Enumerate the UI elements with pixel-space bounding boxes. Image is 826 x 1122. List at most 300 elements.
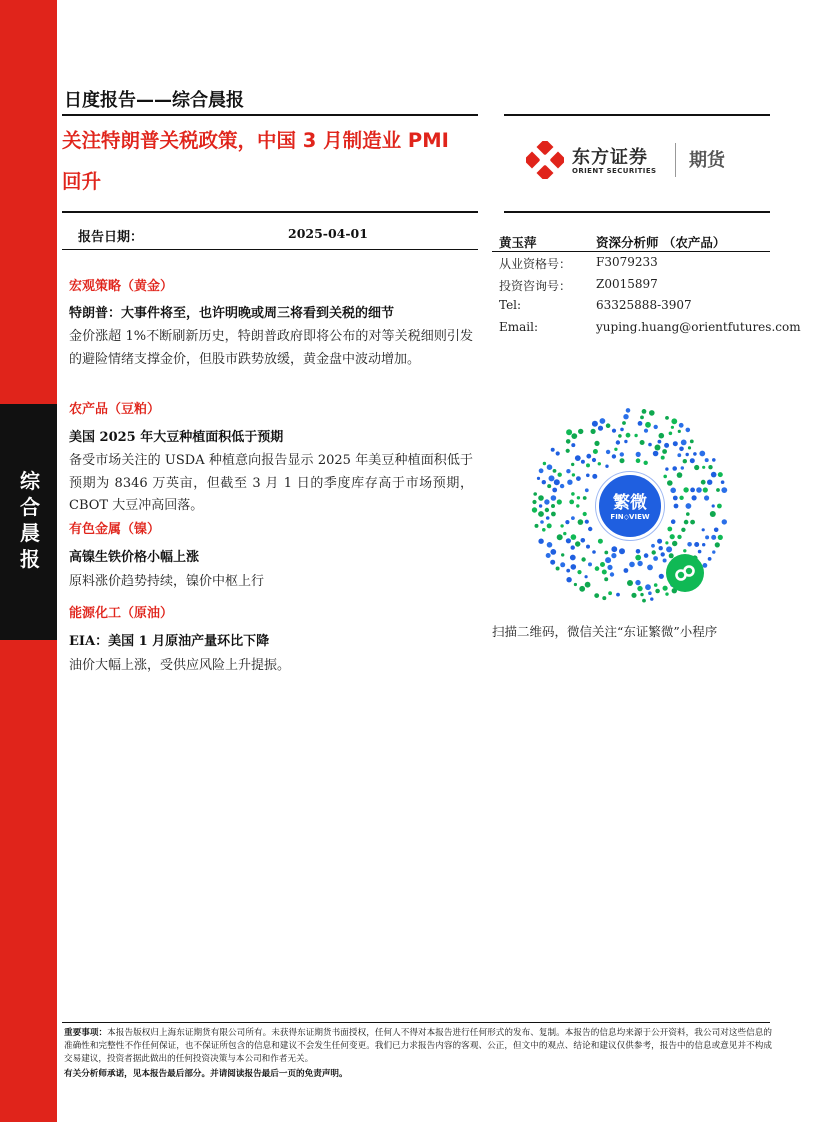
qr-dot — [575, 455, 581, 461]
qr-dot — [718, 535, 723, 540]
qr-dot — [640, 440, 645, 445]
qr-dot — [705, 458, 709, 462]
qr-dot — [677, 472, 683, 478]
qr-dot — [538, 539, 543, 544]
qr-dot — [567, 480, 572, 485]
qr-dot — [571, 534, 577, 540]
qr-dot — [538, 511, 544, 517]
qr-dot — [614, 448, 617, 451]
qr-dot — [565, 520, 569, 524]
qr-dot — [586, 463, 590, 467]
orient-futures-logo — [526, 140, 746, 180]
qr-dot — [686, 453, 689, 456]
qr-dot — [544, 499, 549, 504]
qr-dot — [577, 496, 580, 499]
qr-dot — [677, 535, 681, 539]
qr-dot — [635, 555, 641, 561]
qr-dot — [651, 544, 655, 548]
qr-dot — [655, 445, 661, 451]
qr-dot — [664, 443, 669, 448]
qr-dot — [588, 527, 592, 531]
qr-dot — [591, 429, 596, 434]
qr-dot — [645, 422, 651, 428]
qr-dot — [645, 584, 651, 590]
report-date-value: 2025-04-01 — [288, 226, 368, 241]
qr-dot — [648, 591, 652, 595]
analyst-info-value: 63325888-3907 — [596, 298, 692, 312]
side-char: 合 — [20, 495, 40, 519]
headline-line-2: 回升 — [62, 170, 102, 193]
qr-dot — [551, 495, 557, 501]
qr-dot — [636, 458, 641, 463]
logo-futures: 期货 — [689, 150, 725, 171]
qr-dot — [532, 507, 537, 512]
qr-dot — [642, 599, 646, 603]
logo-name: 东方证券 — [572, 147, 648, 168]
qr-dot — [546, 516, 550, 520]
qr-dot — [694, 542, 699, 547]
qr-dot — [606, 423, 611, 428]
analyst-name: 黄玉萍 — [499, 235, 537, 250]
qr-dot — [667, 480, 673, 486]
qr-dot — [679, 496, 683, 500]
qr-dot — [683, 549, 686, 552]
qr-dot — [672, 466, 677, 471]
qr-dot — [626, 433, 631, 438]
qr-dot — [604, 577, 608, 581]
qr-dot — [683, 459, 687, 463]
disclaimer-text: 本报告版权归上海东证期货有限公司所有。未获得东证期货书面授权，任何人不得对本报告进行任何形式的发布、复制。本报告的信息均来源于公开资料，我公司对这些信息的准确性和完整性不作任何保证，也不保证所包含的信息和建议不会发生任何变更。我们已力求报告内容的客观、公正，但文中的观点、结论和建议仅供参考，报告中的信息或意见并不构成交易建议，投资者据此做出的任何投资决策与本公司和作者无关。 — [64, 1028, 772, 1064]
footer-rule — [62, 1022, 770, 1023]
qr-dot — [575, 541, 580, 546]
qr-dot — [557, 499, 562, 504]
qr-dot — [571, 492, 575, 496]
qr-dot — [716, 488, 720, 492]
qr-dot — [546, 553, 551, 558]
qr-dot — [661, 456, 665, 460]
qr-dot — [611, 546, 617, 552]
qr-dot — [588, 562, 592, 566]
qr-dot — [616, 440, 620, 444]
header-rule-left — [62, 114, 478, 116]
headline-line-1: 关注特朗普关税政策，中国 3 月制造业 PMI — [62, 129, 449, 152]
section-title-metals: 有色金属（镍） — [69, 522, 161, 537]
qr-dot — [592, 421, 598, 427]
qr-dot — [577, 570, 581, 574]
side-char: 晨 — [20, 521, 40, 545]
qr-dot — [702, 466, 705, 469]
qr-dot — [602, 570, 607, 575]
analyst-email-value[interactable]: yuping.huang@orientfutures.com — [596, 320, 801, 334]
qr-dot — [585, 575, 588, 578]
qr-dot — [571, 433, 577, 439]
qr-dot — [623, 414, 628, 419]
qr-dot — [595, 566, 600, 571]
side-char: 报 — [20, 547, 40, 571]
qr-dot — [549, 475, 555, 481]
qr-dot — [654, 425, 658, 429]
qr-dot — [612, 429, 616, 433]
qr-dot — [627, 580, 633, 586]
qr-dot — [566, 577, 571, 582]
qr-dot — [679, 447, 684, 452]
qr-dot — [624, 568, 629, 573]
analyst-info-label: Tel: — [499, 298, 522, 312]
qr-dot — [702, 543, 705, 546]
qr-dot — [571, 516, 575, 520]
qr-dot — [585, 520, 589, 524]
qr-dot — [576, 504, 579, 507]
qr-dot — [679, 423, 684, 428]
qr-dot — [712, 458, 716, 462]
qr-dot — [644, 461, 648, 465]
qr-dot — [611, 553, 616, 558]
qr-dot — [566, 469, 570, 473]
qr-dot — [704, 495, 709, 500]
qr-dot — [566, 429, 572, 435]
qr-dot — [631, 593, 636, 598]
qr-dot — [655, 589, 660, 594]
qr-dot — [654, 583, 658, 587]
qr-dot — [550, 560, 555, 565]
qr-dot — [696, 487, 702, 493]
qr-dot — [648, 443, 652, 447]
qr-dot — [624, 440, 627, 443]
qr-dot — [581, 538, 586, 543]
side-char: 综 — [20, 469, 40, 493]
qr-dot — [560, 524, 563, 527]
qr-dot — [558, 473, 562, 477]
qr-dot — [690, 488, 695, 493]
qr-dot — [714, 528, 719, 533]
qr-dot — [640, 416, 644, 420]
qr-dot — [634, 434, 637, 437]
qr-dot — [718, 472, 723, 477]
qr-dot — [662, 449, 667, 454]
headline — [62, 120, 482, 202]
qr-dot — [665, 416, 669, 420]
qr-dot — [665, 592, 668, 595]
section-subtitle-energy: EIA：美国 1 月原油产量环比下降 — [69, 634, 270, 649]
section-body-metals: 原料涨价趋势持续，镍价中枢上行 — [69, 574, 265, 589]
qr-dot — [678, 430, 681, 433]
qr-dot — [677, 453, 681, 457]
qr-dot — [571, 463, 574, 466]
qr-dot — [539, 468, 544, 473]
qr-dot — [561, 553, 564, 556]
qr-dot — [681, 466, 684, 469]
qr-dot — [681, 528, 685, 532]
qr-dot — [673, 441, 678, 446]
qr-dot — [670, 488, 676, 494]
qr-dot — [665, 541, 668, 544]
analyst-info-label: 从业资格号： — [499, 257, 572, 271]
qr-dot — [547, 464, 553, 470]
logo-divider — [675, 143, 676, 177]
qr-dot — [547, 523, 552, 528]
qr-dot — [653, 451, 659, 457]
qr-dot — [703, 487, 708, 492]
qr-dot — [620, 452, 624, 456]
qr-dot — [673, 496, 678, 501]
qr-dot — [592, 474, 597, 479]
qr-dot — [592, 458, 596, 462]
qr-dot — [707, 480, 712, 485]
qr-dot — [659, 574, 664, 579]
qr-dot — [636, 452, 641, 457]
qr-dot — [586, 474, 590, 478]
qr-dot — [585, 488, 589, 492]
qr-dot — [620, 428, 624, 432]
qr-dot — [554, 479, 560, 485]
qr-dot — [644, 429, 648, 433]
qr-dot — [619, 548, 625, 554]
qr-dot — [674, 504, 679, 509]
qr-dot — [553, 469, 557, 473]
qr-dot — [671, 418, 677, 424]
qr-dot — [708, 557, 712, 561]
qr-dot — [543, 462, 546, 465]
wechat-mini-program-icon — [666, 554, 704, 592]
analyst-info-value: Z0015897 — [596, 277, 658, 291]
qr-dot — [571, 443, 575, 447]
qr-dot — [547, 484, 551, 488]
section-title-agri: 农产品（豆粕） — [69, 402, 161, 417]
qr-dot — [620, 458, 625, 463]
qr-dot — [671, 426, 674, 429]
qr-dot — [653, 556, 658, 561]
qr-dot — [612, 454, 616, 458]
qr-dot — [690, 458, 695, 463]
qr-dot — [598, 539, 603, 544]
qr-dot — [701, 480, 706, 485]
logo-subtitle: ORIENT SECURITIES — [572, 167, 657, 175]
qr-dot — [545, 508, 549, 512]
qr-dot — [566, 569, 570, 573]
qr-dot — [594, 441, 599, 446]
qr-dot — [602, 596, 606, 600]
qr-dot — [594, 593, 599, 598]
disclaimer — [64, 1027, 772, 1066]
disclaimer-label: 重要事项： — [64, 1028, 108, 1038]
qr-dot — [600, 562, 605, 567]
qr-dot — [585, 582, 591, 588]
qr-dot — [687, 542, 692, 547]
qr-dot — [715, 542, 720, 547]
wechat-mini-program-qr-code[interactable] — [530, 406, 730, 606]
qr-dot — [542, 480, 546, 484]
qr-dot — [540, 520, 544, 524]
headline-rule-right — [504, 211, 770, 213]
qr-dot — [547, 542, 553, 548]
qr-dot — [537, 477, 540, 480]
qr-dot — [566, 449, 570, 453]
qr-dot — [538, 495, 544, 501]
qr-dot — [571, 564, 577, 570]
section-body-energy: 油价大幅上涨，受供应风险上升提振。 — [69, 658, 291, 673]
qr-dot — [572, 473, 575, 476]
qr-dot — [583, 496, 587, 500]
qr-dot — [712, 504, 715, 507]
qr-dot — [607, 565, 612, 570]
qr-dot — [684, 520, 689, 525]
qr-dot — [690, 520, 695, 525]
qr-dot — [661, 552, 665, 556]
qr-dot — [669, 432, 673, 436]
qr-dot — [569, 500, 574, 505]
qr-dot — [722, 519, 727, 524]
section-subtitle-metals: 高镍生铁价格小幅上涨 — [69, 550, 200, 565]
qr-dot — [566, 538, 571, 543]
qr-dot — [551, 512, 556, 517]
qr-dot — [637, 586, 642, 591]
logo-mark-icon — [526, 141, 564, 179]
qr-dot — [692, 495, 697, 500]
qr-dot — [686, 512, 690, 516]
qr-dot — [618, 434, 622, 438]
header-rule-right — [504, 114, 770, 116]
qr-dot — [556, 451, 560, 455]
qr-dot — [581, 557, 585, 561]
qr-dot — [605, 465, 608, 468]
qr-dot — [705, 535, 709, 539]
qr-dot — [638, 421, 643, 426]
qr-dot — [581, 460, 585, 464]
qr-dot — [622, 421, 626, 425]
qr-dot — [578, 519, 584, 525]
qr-dot — [542, 528, 546, 532]
qr-center-text: 繁微 — [613, 493, 647, 513]
qr-dot — [598, 462, 601, 465]
section-title-energy: 能源化工（原油） — [69, 606, 174, 621]
qr-dot — [571, 545, 575, 549]
qr-dot — [708, 465, 712, 469]
qr-dot — [652, 550, 656, 554]
qr-dot — [610, 572, 614, 576]
qr-dot — [604, 551, 608, 555]
qr-dot — [642, 409, 647, 414]
analyst-commitment-note: 有关分析师承诺，见本报告最后部分。并请阅读报告最后一页的免责声明。 — [64, 1069, 348, 1079]
qr-dot — [563, 532, 566, 535]
qr-dot — [693, 452, 697, 456]
qr-dot — [659, 433, 665, 439]
report-date-label: 报告日期： — [78, 230, 144, 245]
qr-dot — [556, 567, 560, 571]
qr-dot — [647, 565, 653, 571]
qr-dot — [579, 586, 585, 592]
qr-dot — [550, 549, 556, 555]
section-body-macro: 金价涨超 1%不断刷新历史，特朗普政府即将公布的对等关税细则引发的避险情绪支撑金价，但股市跌势放缓，黄金盘中波动增加。 — [69, 329, 473, 367]
qr-dot — [551, 448, 555, 452]
qr-dot — [574, 583, 577, 586]
qr-dot — [608, 591, 612, 595]
date-rule — [62, 249, 478, 250]
qr-dot — [636, 549, 641, 554]
qr-dot — [665, 467, 668, 470]
qr-dot — [637, 561, 642, 566]
qr-dot — [667, 527, 672, 532]
qr-dot — [539, 504, 542, 507]
qr-dot — [650, 597, 653, 600]
qr-dot — [605, 557, 611, 563]
qr-caption: 扫描二维码，微信关注“东证繁微”小程序 — [492, 624, 718, 639]
analyst-info-label: Email: — [499, 320, 539, 334]
section-subtitle-macro: 特朗普：大事件将至，也许明晚或周三将看到关税的细节 — [69, 306, 395, 321]
qr-dot — [721, 487, 727, 493]
qr-dot — [702, 528, 705, 531]
qr-dot — [683, 487, 688, 492]
qr-dot — [658, 440, 662, 444]
qr-dot — [711, 472, 717, 478]
analyst-info-value: F3079233 — [596, 255, 658, 269]
qr-dot — [657, 539, 662, 544]
qr-dot — [566, 439, 571, 444]
qr-dot — [640, 593, 643, 596]
qr-dot — [578, 429, 583, 434]
qr-dot — [672, 541, 677, 546]
qr-dot — [570, 555, 576, 561]
qr-dot — [699, 451, 705, 457]
qr-dot — [533, 492, 537, 496]
qr-dot — [586, 545, 590, 549]
qr-dot — [586, 454, 591, 459]
qr-dot — [598, 426, 603, 431]
qr-dot — [663, 475, 667, 479]
mini-program-glyph-icon — [666, 554, 704, 592]
qr-dot — [593, 449, 598, 454]
qr-dot — [712, 550, 715, 553]
qr-dot — [717, 504, 722, 509]
qr-dot — [616, 593, 620, 597]
qr-dot — [686, 428, 691, 433]
qr-dot — [635, 580, 640, 585]
qr-dot — [560, 562, 565, 567]
qr-dot — [666, 546, 672, 552]
qr-dot — [535, 524, 539, 528]
qr-center-sub: FIN◇VIEW — [610, 513, 650, 521]
qr-dot — [532, 500, 536, 504]
qr-dot — [576, 476, 581, 481]
headline-rule-left — [62, 211, 478, 213]
qr-dot — [688, 446, 691, 449]
section-body-agri: 备受市场关注的 USDA 种植意向报告显示 2025 年美豆种植面积低于预期为 8346 万英亩，但截至 3 月 1 日的季度库存高于市场预期，CBOT 大豆冲高回落。 — [69, 453, 473, 513]
qr-dot — [626, 408, 631, 413]
qr-dot — [671, 519, 676, 524]
qr-dot — [600, 418, 606, 424]
qr-dot — [686, 503, 692, 509]
qr-dot — [698, 550, 702, 554]
qr-dot — [721, 480, 725, 484]
report-type: 日度报告——综合晨报 — [64, 90, 244, 111]
qr-dot — [551, 504, 555, 508]
analyst-info-label: 投资咨询号： — [499, 279, 572, 293]
qr-dot — [694, 465, 699, 470]
qr-dot — [710, 511, 716, 517]
section-title-macro: 宏观策略（黄金） — [69, 279, 174, 294]
qr-dot — [606, 450, 610, 454]
qr-dot — [670, 534, 675, 539]
qr-dot — [659, 546, 663, 550]
qr-dot — [557, 534, 563, 540]
analyst-rule — [492, 251, 770, 252]
section-subtitle-agri: 美国 2025 年大豆种植面积低于预期 — [69, 430, 284, 445]
qr-dot — [592, 550, 596, 554]
qr-dot — [649, 410, 655, 416]
qr-dot — [644, 553, 649, 558]
qr-dot — [560, 484, 564, 488]
qr-dot — [690, 440, 694, 444]
qr-center-badge — [596, 472, 664, 540]
